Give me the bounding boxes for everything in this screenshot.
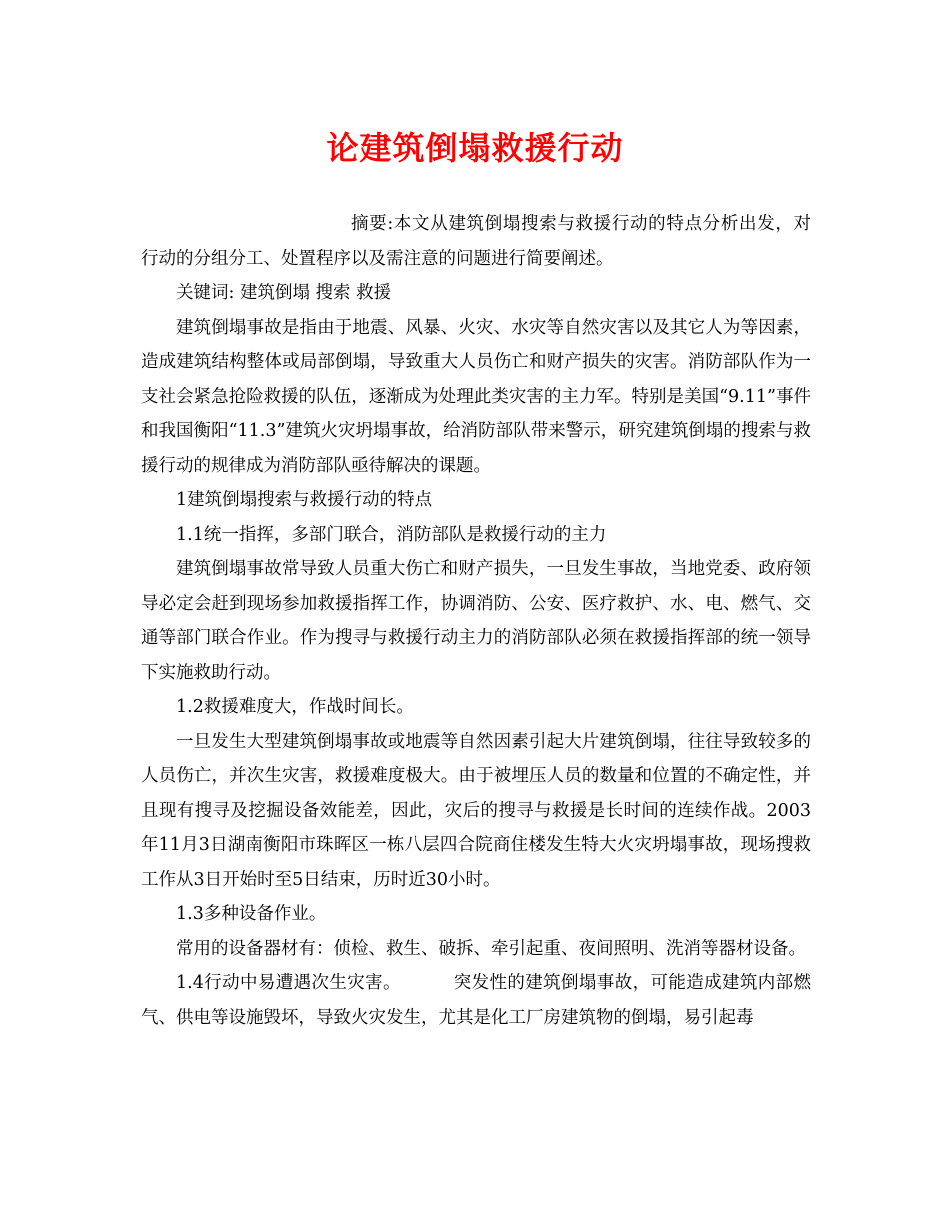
last-paragraph [141,966,811,1035]
body-text-fragment: 突发性的建筑倒塌事故，可能造成建筑内部燃气、供电等设施毁坏，导致火灾发生，尤其是化工厂房建筑物的倒塌，易引起毒 [141,973,811,1028]
document-title: 论建筑倒塌救援行动 [326,129,624,167]
abstract-paragraph: 摘要:本文从建筑倒塌搜索与救援行动的特点分析出发，对行动的分组分工、处置程序以及需注意的问题进行简要阐述。 [141,214,811,269]
section-heading: 1建筑倒塌搜索与救援行动的特点 [176,490,433,510]
subsection-heading: 1.3多种设备作业。 [176,904,327,924]
subsection-heading: 1.2救援难度大，作战时间长。 [176,697,414,717]
body-paragraph: 常用的设备器材有：侦检、救生、破拆、牵引起重、夜间照明、洗消等器材设备。 [176,938,806,959]
document-body [141,207,811,1035]
subsection-heading: 1.1统一指挥，多部门联合，消防部队是救援行动的主力 [176,524,607,545]
body-paragraph: 一旦发生大型建筑倒塌事故或地震等自然因素引起大片建筑倒塌，往往导致较多的人员伤亡，并次生灾害，救援难度极大。由于被埋压人员的数量和位置的不确定性，并且现有搜寻及挖掘设备效能差，因此，灾后的搜寻与救援是长时间的连续作战。2003年11月3日湖南衡阳市珠晖区一栋八层四合院商住楼发生特大火灾坍塌事故，现场搜救工作从3日开始时至5日结束，历时近30小时。 [141,731,811,890]
keywords-paragraph: 关键词: 建筑倒塌 搜索 救援 [176,283,392,303]
intro-paragraph: 建筑倒塌事故是指由于地震、风暴、火灾、水灾等自然灾害以及其它人为等因素，造成建筑结构整体或局部倒塌，导致重大人员伤亡和财产损失的灾害。消防部队作为一支社会紧急抢险救援的队伍，逐渐成为处理此类灾害的主力军。特别是美国“9.11”事件和我国衡阳“11.3”建筑火灾坍塌事故，给消防部队带来警示，研究建筑倒塌的搜索与救援行动的规律成为消防部队亟待解决的课题。 [141,317,811,476]
body-paragraph: 建筑倒塌事故常导致人员重大伤亡和财产损失，一旦发生事故，当地党委、政府领导必定会赶到现场参加救援指挥工作，协调消防、公安、医疗救护、水、电、燃气、交通等部门联合作业。作为搜寻与救援行动主力的消防部队必须在救援指挥部的统一领导下实施救助行动。 [141,559,811,683]
subsection-heading: 1.4行动中易遭遇次生灾害。 [176,973,401,993]
